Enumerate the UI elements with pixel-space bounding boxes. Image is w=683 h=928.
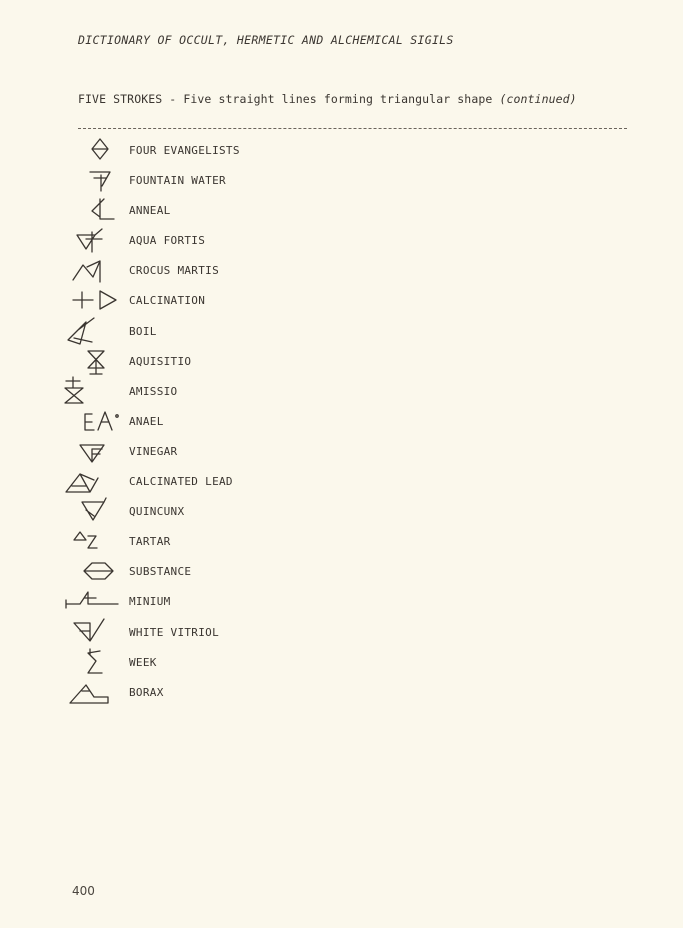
entry-label: CALCINATED LEAD [129,475,233,489]
entry-label: VINEGAR [129,444,178,458]
list-item [60,346,620,376]
entry-label: BORAX [129,685,164,699]
list-item [60,406,620,436]
list-item [60,647,620,677]
entry-label: TARTAR [129,535,171,549]
entry-label: AQUISITIO [129,354,192,368]
list-item [60,436,620,466]
list-item [60,556,620,586]
list-item [60,586,620,616]
quincunx-sigil-icon [60,496,130,526]
white-vitriol-sigil-icon [60,617,130,647]
list-item [60,195,620,225]
anael-sigil-icon [60,406,130,436]
entry-label: AMISSIO [129,384,178,398]
aquisitio-sigil-icon [60,346,130,376]
calcination-sigil-icon [60,285,130,315]
list-item [60,677,620,707]
list-item [60,255,620,285]
substance-sigil-icon [60,556,130,586]
aqua-fortis-sigil-icon [60,225,130,255]
entry-label: WEEK [129,655,157,669]
borax-sigil-icon [60,677,130,707]
list-item [60,617,620,647]
section-title-text: FIVE STROKES - Five straight lines forming triangular shape [78,92,493,106]
tartar-sigil-icon [60,526,130,556]
entry-label: BOIL [129,324,157,338]
sigil-list [60,135,620,707]
list-item [60,526,620,556]
list-item [60,165,620,195]
anneal-sigil-icon [60,195,130,225]
entry-label: QUINCUNX [129,505,185,519]
amissio-sigil-icon [60,376,130,406]
entry-label: MINIUM [129,595,171,609]
entry-label: SUBSTANCE [129,565,192,579]
entry-label: WHITE VITRIOL [129,625,219,639]
list-item [60,285,620,315]
entry-label: ANAEL [129,414,164,428]
running-head: DICTIONARY OF OCCULT, HERMETIC AND ALCHEMICAL SIGILS [78,33,454,47]
list-item [60,316,620,346]
minium-sigil-icon [60,586,130,616]
entry-label: FOUR EVANGELISTS [129,144,240,157]
calcinated-lead-sigil-icon [60,466,130,496]
entry-label: FOUNTAIN WATER [129,174,226,188]
list-item [60,496,620,526]
entry-label: ANNEAL [129,204,171,218]
boil-sigil-icon [60,316,130,346]
week-sigil-icon [60,647,130,677]
entry-label: CALCINATION [129,294,206,308]
list-item [60,376,620,406]
section-title [78,92,577,106]
entry-label: CROCUS MARTIS [129,264,219,278]
fountain-water-sigil-icon [60,165,130,195]
four-evangelists-sigil-icon [60,135,130,165]
page-number: 400 [72,884,95,898]
list-item [60,225,620,255]
dashed-rule [78,128,627,129]
list-item [60,466,620,496]
list-item [60,135,620,165]
section-continued-note: (continued) [499,92,577,106]
crocus-martis-sigil-icon [60,255,130,285]
entry-label: AQUA FORTIS [129,234,206,248]
vinegar-sigil-icon [60,436,130,466]
